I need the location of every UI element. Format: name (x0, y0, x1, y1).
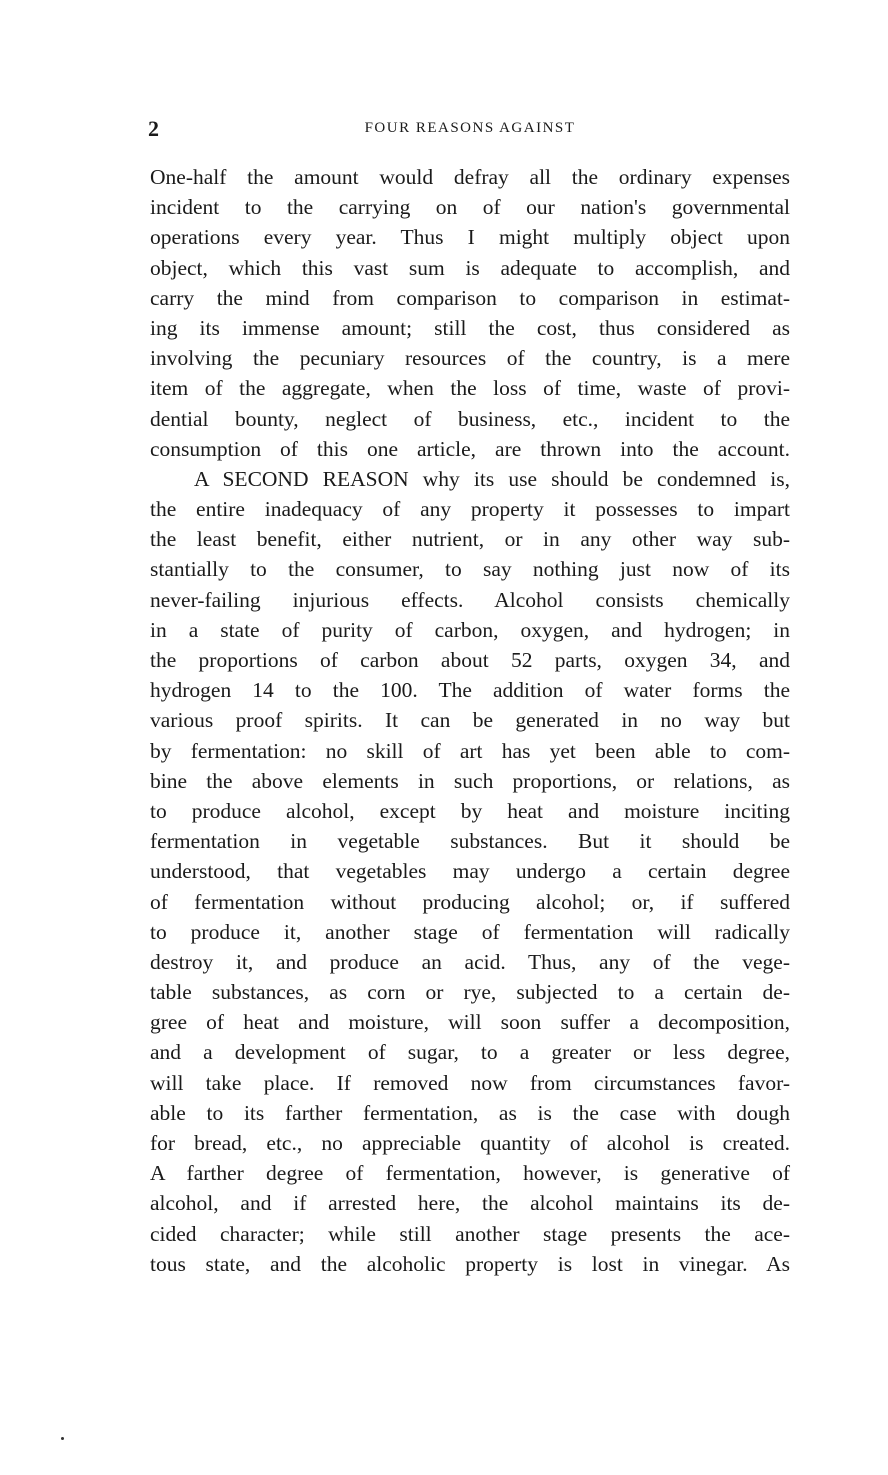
text-line-paragraph-start: A SECOND REASON why its use should be condemned is, (194, 466, 790, 491)
text-line: consumption of this one article, are thrown into the account. (150, 436, 790, 461)
text-line: A farther degree of fermentation, however, is generative of (150, 1161, 790, 1186)
text-line: to produce it, another stage of fermentation will radically (150, 919, 790, 944)
text-line: object, which this vast sum is adequate to accomplish, and (150, 255, 790, 280)
text-line: various proof spirits. It can be generated in no way but (150, 708, 790, 733)
text-line: ing its immense amount; still the cost, thus considered as (150, 315, 790, 340)
text-line: fermentation in vegetable substances. But it should be (150, 829, 790, 854)
stray-ink-dot (61, 1437, 64, 1440)
text-line: incident to the carrying on of our nation's governmental (150, 195, 790, 220)
text-line: carry the mind from comparison to comparison in estimat- (150, 285, 790, 310)
text-line: dential bounty, neglect of business, etc., incident to the (150, 406, 790, 431)
text-line: will take place. If removed now from circumstances favor- (150, 1070, 790, 1095)
text-line: One-half the amount would defray all the ordinary expenses (150, 165, 790, 189)
text-line: able to its farther fermentation, as is the case with dough (150, 1100, 790, 1125)
text-line: for bread, etc., no appreciable quantity of alcohol is created. (150, 1131, 790, 1155)
text-line: tous state, and the alcoholic property is lost in vinegar. As (150, 1251, 790, 1276)
running-head: FOUR REASONS AGAINST (364, 120, 576, 136)
text-line: item of the aggregate, when the loss of time, waste of provi- (150, 376, 790, 401)
text-line: operations every year. Thus I might multiply object upon (150, 225, 790, 250)
text-line: the entire inadequacy of any property it possesses to impart (150, 497, 790, 522)
text-line: and a development of sugar, to a greater or less degree, (150, 1040, 790, 1065)
text-line: to produce alcohol, except by heat and moisture inciting (150, 798, 790, 823)
text-line: never-failing injurious effects. Alcohol consists chemically (150, 587, 790, 612)
text-line: table substances, as corn or rye, subjected to a certain de- (150, 980, 790, 1005)
text-line: hydrogen 14 to the 100. The addition of water forms the (150, 678, 790, 703)
text-line: bine the above elements in such proportions, or relations, as (150, 768, 790, 793)
text-line: gree of heat and moisture, will soon suffer a decomposition, (150, 1010, 790, 1035)
text-line: stantially to the consumer, to say nothing just now of its (150, 557, 790, 582)
text-line: in a state of purity of carbon, oxygen, and hydrogen; in (150, 617, 790, 642)
text-line: the proportions of carbon about 52 parts, oxygen 34, and (150, 648, 790, 672)
text-line: alcohol, and if arrested here, the alcohol maintains its de- (150, 1191, 790, 1216)
body-text (150, 162, 790, 1279)
text-line: the least benefit, either nutrient, or in any other way sub- (150, 527, 790, 552)
page-number: 2 (148, 116, 159, 141)
text-line: by fermentation: no skill of art has yet been able to com- (150, 738, 790, 763)
text-line: cided character; while still another stage presents the ace- (150, 1221, 790, 1246)
text-line: involving the pecuniary resources of the country, is a mere (150, 346, 790, 371)
text-line: understood, that vegetables may undergo a certain degree (150, 859, 790, 884)
text-line: destroy it, and produce an acid. Thus, any of the vege- (150, 949, 790, 974)
text-line: of fermentation without producing alcohol; or, if suffered (150, 889, 790, 914)
